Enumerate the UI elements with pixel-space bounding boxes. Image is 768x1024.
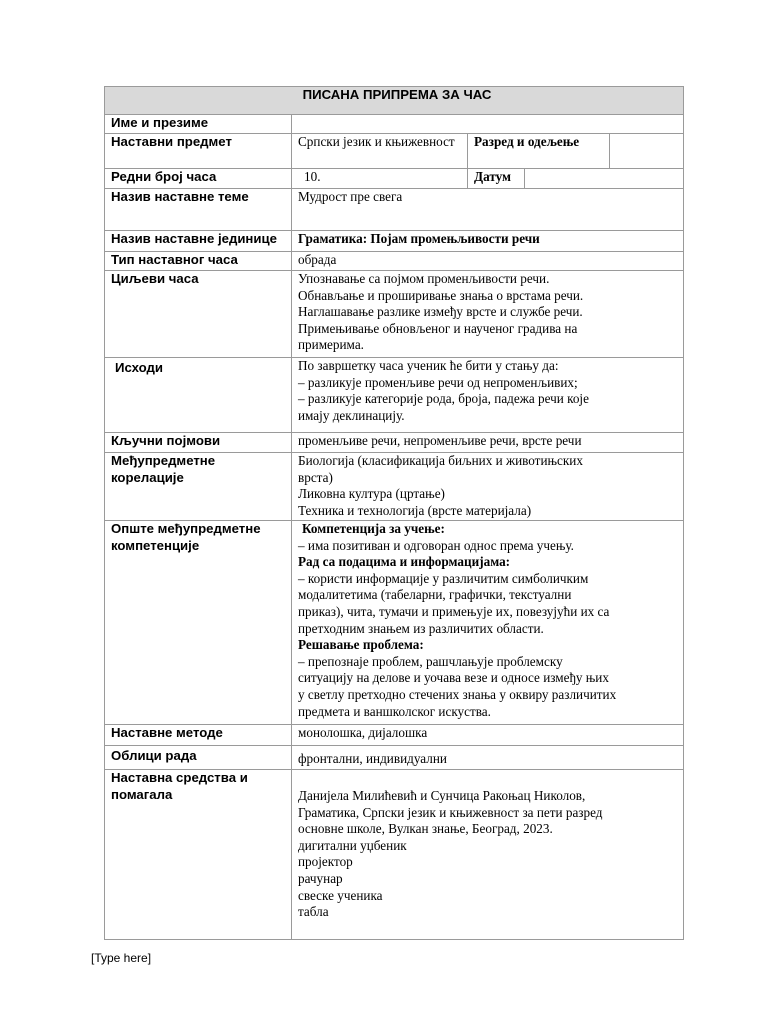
- goal-line: Примењивање обновљеног и наученог градива на: [298, 320, 578, 336]
- goal-line: примерима.: [298, 337, 364, 353]
- competence-line: – има позитиван и одговоран однос према учењу.: [298, 537, 574, 553]
- name-value: [292, 115, 684, 134]
- competence-label: [105, 521, 292, 725]
- goals-label: Циљеви часа: [105, 271, 292, 358]
- resource-line: основне школе, Вулкан знање, Београд, 2023.: [298, 821, 553, 837]
- date-label: Датум: [468, 169, 525, 189]
- resources-value: [292, 770, 684, 940]
- lesson-number-label: Редни број часа: [105, 169, 292, 189]
- correlation-line: Биологија (класификација биљних и животињских: [298, 453, 583, 468]
- outcomes-value: [292, 358, 684, 433]
- resources-label-line: помагала: [111, 786, 173, 802]
- correlation-label: [105, 453, 292, 521]
- subject-value: Српски језик и књижевност: [292, 134, 468, 169]
- competence-line: приказ), чита, тумачи и примењује их, повезујући их са: [298, 603, 610, 619]
- resource-line: рачунар: [298, 870, 343, 886]
- subject-label: Наставни предмет: [105, 134, 292, 169]
- keywords-value: променљиве речи, непроменљиве речи, врсте речи: [292, 433, 684, 453]
- keywords-label: Кључни појмови: [105, 433, 292, 453]
- grade-value: [610, 134, 684, 169]
- resource-line: пројектор: [298, 854, 353, 870]
- correlation-line: Ликовна култура (цртање): [298, 486, 445, 502]
- correlation-line: Техника и технологија (врсте материјала): [298, 502, 532, 518]
- goals-value: [292, 271, 684, 358]
- resources-label-line: Наставна средства и: [111, 770, 248, 785]
- methods-value: монолошка, дијалошка: [292, 725, 684, 746]
- resource-line: свеске ученика: [298, 887, 383, 903]
- name-label: Име и презиме: [105, 115, 292, 134]
- grade-label: Разред и одељење: [468, 134, 610, 169]
- competence-label-line: Опште међупредметне: [111, 521, 261, 536]
- date-value: [525, 169, 684, 189]
- resource-line: дигитални уџбеник: [298, 837, 407, 853]
- competence-value: [292, 521, 684, 725]
- resource-line: Граматика, Српски језик и књижевност за пети разред: [298, 804, 603, 820]
- lesson-plan-page: [104, 86, 683, 940]
- competence-line: претходним знањем из различитих области.: [298, 620, 544, 636]
- forms-label: Облици рада: [105, 746, 292, 770]
- goal-line: Упознавање са појмом променљивости речи.: [298, 271, 550, 286]
- forms-value: фронтални, индивидуални: [292, 746, 684, 770]
- correlation-label-line: Међупредметне: [111, 453, 216, 468]
- competence-line: модалитетима (табеларни, графички, текстуални: [298, 587, 572, 603]
- competence-line: предмета и ваншколског искуства.: [298, 703, 491, 719]
- resource-line: Данијела Милићевић и Сунчица Ракоњац Николов,: [298, 788, 586, 803]
- goal-line: Наглашавање разлике између врсте и службе речи.: [298, 304, 583, 320]
- competence-line: у светлу претходно стечених знања у оквиру различитих: [298, 686, 617, 702]
- correlation-value: [292, 453, 684, 521]
- correlation-label-line: корелације: [111, 469, 184, 485]
- outcome-line: – разликује категорије рода, броја, падежа речи које: [298, 391, 589, 407]
- outcomes-label: Исходи: [105, 358, 292, 433]
- competence-line: – користи информације у различитим симболичким: [298, 570, 589, 586]
- competence-heading: Решавање проблема:: [298, 637, 424, 653]
- resources-label: [105, 770, 292, 940]
- lesson-type-value: обрада: [292, 252, 684, 271]
- page-title: ПИСАНА ПРИПРЕМА ЗА ЧАС: [105, 87, 684, 115]
- competence-line: ситуацију на делове и уочава везе и односе између њих: [298, 670, 609, 686]
- competence-heading: Рад са подацима и информацијама:: [298, 554, 511, 570]
- outcome-line: По завршетку часа ученик ће бити у стању да:: [298, 358, 559, 373]
- unit-label: Назив наставне јединице: [105, 231, 292, 252]
- unit-value: Граматика: Појам промењљивости речи: [292, 231, 684, 252]
- lesson-number-value: 10.: [292, 169, 468, 189]
- correlation-line: врста): [298, 469, 333, 485]
- goal-line: Обнављање и проширивање знања о врстама речи.: [298, 287, 584, 303]
- competence-label-line: компетенције: [111, 537, 200, 553]
- competence-heading: Компетенција за учење:: [302, 521, 445, 536]
- footer-placeholder[interactable]: [Type here]: [91, 951, 152, 965]
- methods-label: Наставне методе: [105, 725, 292, 746]
- lesson-plan-table: [104, 86, 684, 940]
- outcome-line: – разликује променљиве речи од непроменљивих;: [298, 374, 578, 390]
- outcome-line: имају деклинацију.: [298, 407, 405, 423]
- lesson-type-label: Тип наставног часа: [105, 252, 292, 271]
- competence-line: – препознаје проблем, рашчлањује проблемску: [298, 653, 563, 669]
- resource-line: табла: [298, 904, 329, 920]
- topic-label: Назив наставне теме: [105, 189, 292, 231]
- topic-value: Мудрост пре свега: [292, 189, 684, 231]
